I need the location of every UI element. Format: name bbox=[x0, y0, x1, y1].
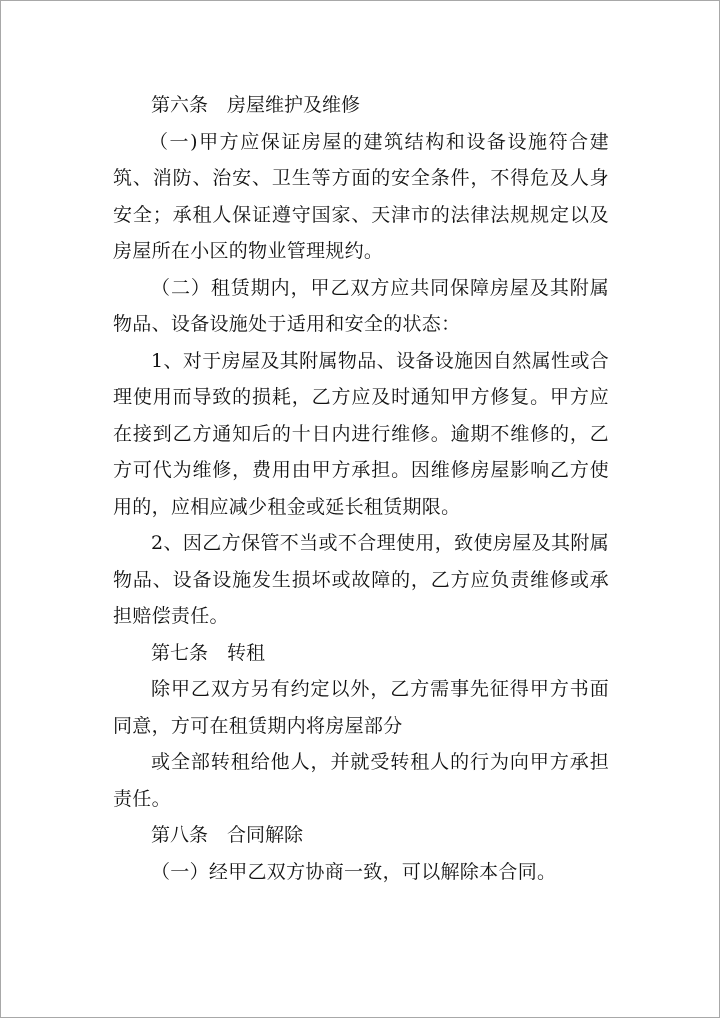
article-7-heading: 第七条 转租 bbox=[151, 641, 266, 664]
article-6-item-2: 2、因乙方保管不当或不合理使用，致使房屋及其附属物品、设备设施发生损坏或故障的，乙方应负责维修或承担赔偿责任。 bbox=[113, 532, 609, 627]
article-6-heading: 第六条 房屋维护及维修 bbox=[151, 94, 361, 116]
article-7-paragraph-1: 除甲乙双方另有约定以外，乙方需事先征得甲方书面同意，方可在租赁期内将房屋部分 bbox=[113, 678, 609, 737]
article-8-paragraph-1: （一）经甲乙双方协商一致，可以解除本合同。 bbox=[151, 860, 557, 883]
article-7-paragraph-2: 或全部转租给他人，并就受转租人的行为向甲方承担责任。 bbox=[113, 751, 609, 810]
article-8-heading: 第八条 合同解除 bbox=[151, 824, 304, 846]
article-6-paragraph-1: （一)甲方应保证房屋的建筑结构和设备设施符合建筑、消防、治安、卫生等方面的安全条件，不得危及人身安全；承租人保证遵守国家、天津市的法律法规规定以及房屋所在小区的物业管理规约。 bbox=[113, 130, 609, 262]
article-6-item-1: 1、对于房屋及其附属物品、设备设施因自然属性或合理使用而导致的损耗，乙方应及时通知甲方修复。甲方应在接到乙方通知后的十日内进行维修。逾期不维修的，乙方可代为维修，费用由甲方承担。因维修房屋影响乙方使用的，应相应减少租金或延长租赁期限。 bbox=[113, 349, 609, 518]
document-body bbox=[113, 87, 609, 890]
article-6-paragraph-2: （二）租赁期内，甲乙双方应共同保障房屋及其附属物品、设备设施处于适用和安全的状态： bbox=[113, 276, 609, 335]
